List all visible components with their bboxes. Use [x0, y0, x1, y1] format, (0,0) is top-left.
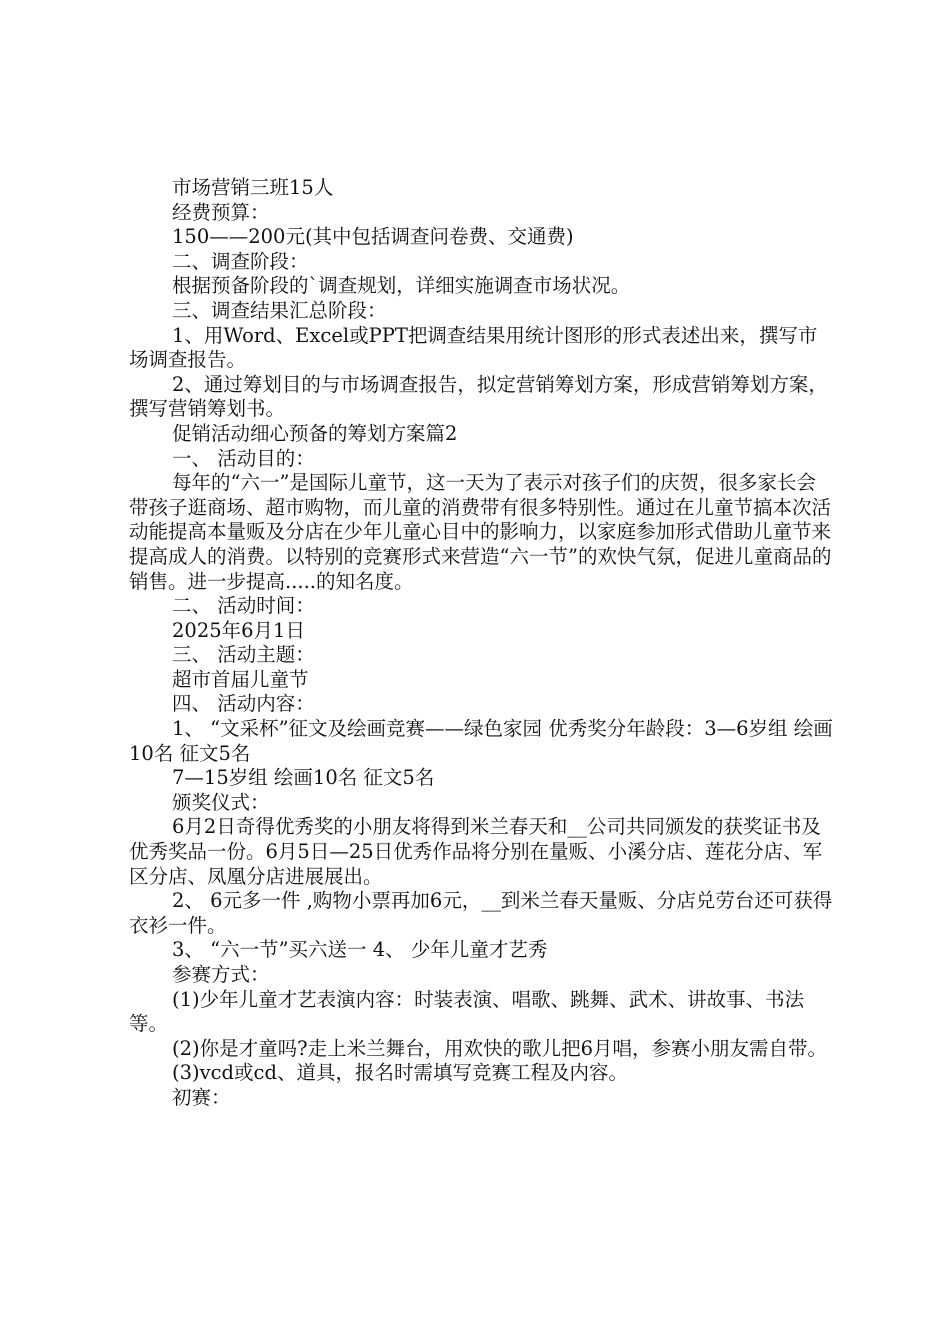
heading-preliminary: 初赛：	[172, 1085, 231, 1109]
paragraph-entry-1: (1)少年儿童才艺表演内容：时装表演、唱歌、跳舞、武术、讲故事、书法等。	[129, 987, 805, 1036]
paragraph-award-ceremony: 6月2日奇得优秀奖的小朋友将得到米兰春天和__公司共同颁发的获奖证书及优秀奖品一份。6月5日—25日优秀作品将分别在量贩、小溪分店、莲花分店、军区分店、凤凰分店进展展出。	[129, 815, 823, 888]
heading-entry-method: 参赛方式：	[172, 963, 270, 986]
heading-activity-purpose: 一、 活动目的：	[172, 446, 315, 470]
paragraph-contest-age-group: 7—15岁组 绘画10名 征文5名	[172, 766, 435, 790]
heading-activity-content: 四、 活动内容：	[172, 692, 315, 716]
heading-award-ceremony: 颁奖仪式：	[172, 790, 270, 814]
paragraph-contest-1: 1、 “文采杯”征文及绘画竞赛——绿色家园 优秀奖分年龄段：3—6岁组 绘画10名 征文5名	[129, 717, 833, 765]
document-body	[129, 176, 834, 1111]
paragraph-budget-heading: 经费预算：	[172, 200, 270, 224]
heading-activity-time: 二、 活动时间：	[172, 594, 315, 618]
paragraph-item-3-4: 3、 “六一节”买六送一 4、 少年儿童才艺秀	[172, 938, 548, 962]
paragraph-item-2: 2、 6元多一件 ,购物小票再加6元，__到米兰春天量贩、分店兑劳台还可获得衣衫一件。	[129, 889, 833, 937]
paragraph-team: 市场营销三班15人	[172, 176, 334, 199]
heading-summary-stage: 三、调查结果汇总阶段：	[172, 298, 387, 322]
paragraph-entry-2: (2)你是才童吗?走上米兰舞台，用欢快的歌儿把6月唱，参赛小朋友需自带。	[172, 1036, 827, 1060]
paragraph-entry-3: (3)vcd或cd、道具，报名时需填写竞赛工程及内容。	[172, 1061, 628, 1085]
paragraph-budget-amount: 150——200元(其中包括调查问卷费、交通费)	[172, 225, 574, 249]
paragraph-activity-date: 2025年6月1日	[172, 618, 305, 642]
paragraph-activity-purpose: 每年的“六一”是国际儿童节，这一天为了表示对孩子们的庆贺，很多家长会带孩子逛商场、超市购物，而儿童的消费带有很多特别性。通过在儿童节搞本次活动能提高本量贩及分店在少年儿童心目中的影响力，以家庭参加形式借助儿童节来提高成人的消费。以特别的竞赛形式来营造“六一节”的欢快气氛，促进儿童商品的销售。进一步提高.....的知名度。	[129, 471, 832, 593]
paragraph-summary-2: 2、通过筹划目的与市场调查报告，拟定营销筹划方案，形成营销筹划方案，撰写营销筹划书。	[129, 372, 828, 421]
paragraph-survey-stage: 根据预备阶段的`调查规划，详细实施调查市场状况。	[172, 274, 631, 298]
section-title-plan-2: 促销活动细心预备的筹划方案篇2	[172, 421, 458, 445]
heading-survey-stage: 二、调查阶段：	[172, 249, 309, 273]
heading-activity-theme: 三、 活动主题：	[172, 643, 315, 667]
paragraph-activity-theme: 超市首届儿童节	[172, 667, 309, 691]
paragraph-summary-1: 1、用Word、Excel或PPT把调查结果用统计图形的形式表述出来，撰写市场调查报告。	[129, 323, 818, 372]
